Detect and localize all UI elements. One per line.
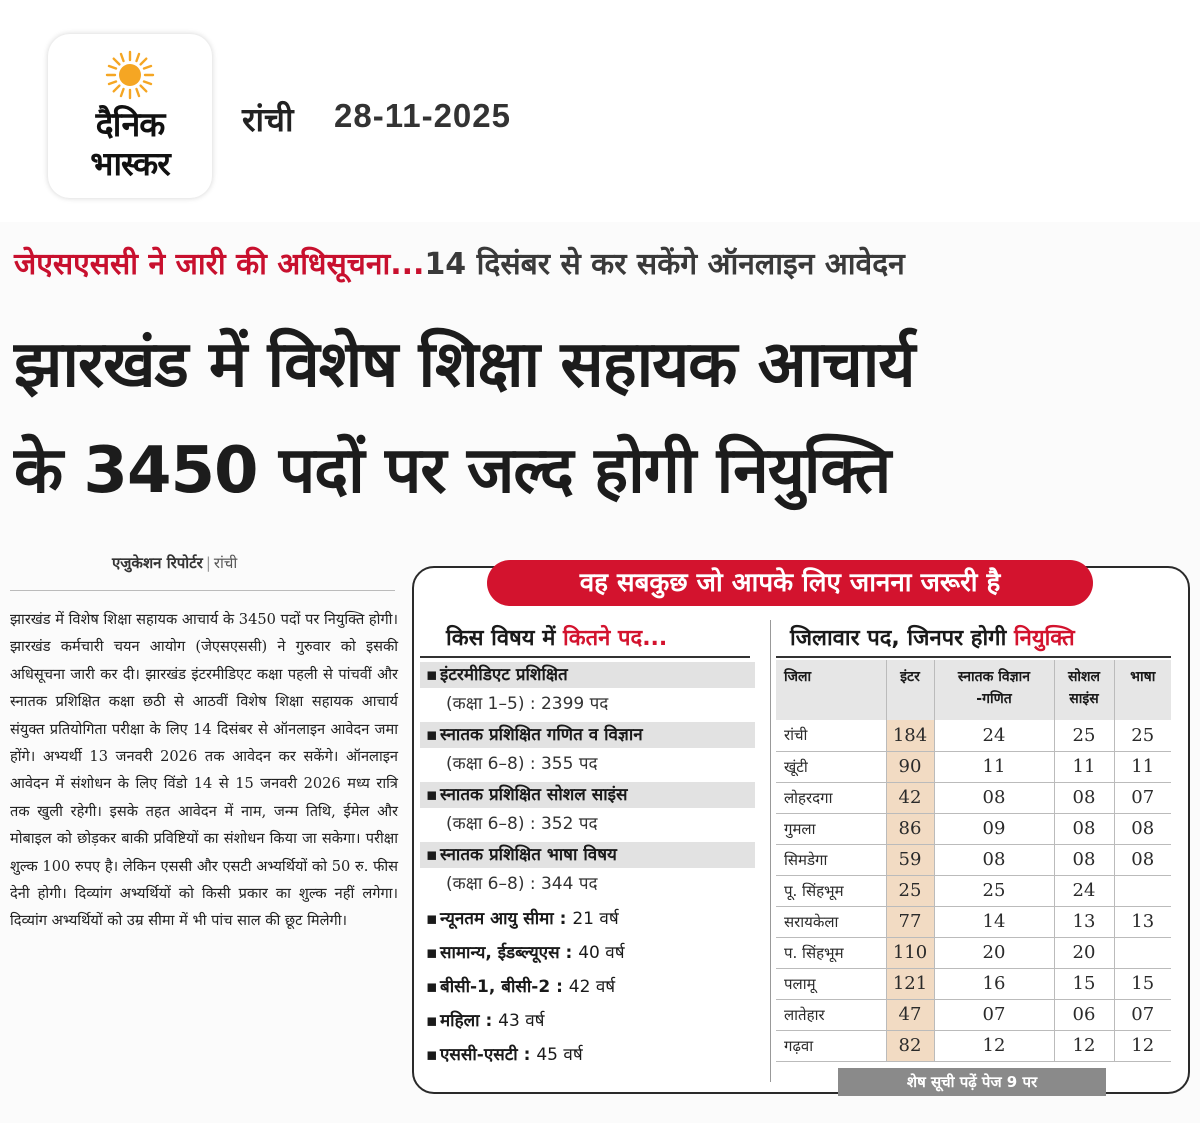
article-body: झारखंड में विशेष शिक्षा सहायक आचार्य के 3450 पदों पर नियुक्ति होगी। झारखंड कर्मचारी चयन आयोग (जेएसएससी) ने गुरुवार को इसकी अधिसूचना जारी कर दी। झारखंड इंटरमीडिएट कक्षा पहली से पांचवीं और स्नातक प्रशिक्षित कक्षा छठी से आठवीं विशेष शिक्षा सहायक आचार्य संयुक्त प्रतियोगिता परीक्षा के लिए 14 दिसंबर से ऑनलाइन आवेदन जमा होंगे। अभ्यर्थी 13 जनवरी 2026 तक आवेदन कर सकेंगे। ऑनलाइन आवेदन में संशोधन के लिए विंडो 14 से 15 जनवरी 2026 मध्य रात्रि तक खुली रहेगी। इसके तहत आवेदन में नाम, जन्म तिथि, ईमेल और मोबाइल को छोड़कर बाकी प्रविष्टियों का संशोधन किया जा सकेगा। परीक्षा शुल्क 100 रुपए है। लेकिन एससी और एसटी अभ्यर्थियों को 50 रु. फीस देनी होगी। दिव्यांग अभ्यर्थियों को किसी प्रकार का शुल्क नहीं लगेगा। दिव्यांग अभ्यर्थियों को उम्र सीमा में भी पांच साल की छूट मिलेगी। [10, 611, 398, 930]
age-limit-item [420, 1004, 755, 1038]
subject-posts: (कक्षा 6–8) : 355 पद [446, 754, 598, 774]
edition-date: 28-11-2025 [334, 97, 511, 134]
cell-language: 12 [1114, 1030, 1171, 1061]
cell-language [1114, 875, 1171, 906]
district-table-title [790, 622, 1075, 652]
subject-name: ▪ स्नातक प्रशिक्षित भाषा विषय [420, 842, 755, 868]
table-row [776, 720, 1171, 751]
cell-district: सरायकेला [776, 906, 886, 937]
cell-social: 13 [1054, 906, 1114, 937]
cell-social: 11 [1054, 751, 1114, 782]
header-line: -गणित [976, 691, 1012, 707]
subject-name: ▪ इंटरमीडिएट प्रशिक्षित [420, 662, 755, 688]
cell-language: 07 [1114, 782, 1171, 813]
cell-district: सिमडेगा [776, 844, 886, 875]
cell-science: 14 [934, 906, 1054, 937]
cell-inter: 110 [886, 937, 934, 968]
divider [776, 656, 1171, 658]
table-row [776, 906, 1171, 937]
age-label: महिला : [440, 1011, 493, 1031]
column-header-social [1054, 660, 1114, 720]
column-header-inter: इंटर [886, 660, 934, 720]
cell-inter: 184 [886, 720, 934, 751]
cell-social: 08 [1054, 844, 1114, 875]
cell-science: 08 [934, 782, 1054, 813]
district-title-highlight: नियुक्ति [1013, 626, 1075, 651]
divider [10, 590, 395, 591]
header-line: स्नातक विज्ञान [957, 669, 1031, 685]
cell-district: गुमला [776, 813, 886, 844]
sun-icon [105, 50, 155, 100]
cell-language: 25 [1114, 720, 1171, 751]
cell-inter: 25 [886, 875, 934, 906]
cell-science: 11 [934, 751, 1054, 782]
cell-district: पू. सिंहभूम [776, 875, 886, 906]
list-item [420, 662, 755, 722]
cell-inter: 82 [886, 1030, 934, 1061]
district-table [776, 660, 1171, 1062]
cell-district: गढ़वा [776, 1030, 886, 1061]
cell-inter: 77 [886, 906, 934, 937]
column-header-district: जिला [776, 660, 886, 720]
list-item [420, 782, 755, 842]
cell-inter: 86 [886, 813, 934, 844]
subjects-title-text: किस विषय में [446, 626, 564, 651]
subjects-list [420, 662, 755, 1072]
age-limit-item [420, 902, 755, 936]
age-limit-item [420, 970, 755, 1004]
subject-posts: (कक्षा 1–5) : 2399 पद [446, 694, 609, 714]
cell-science: 09 [934, 813, 1054, 844]
cell-science: 25 [934, 875, 1054, 906]
age-label: एससी-एसटी : [440, 1045, 531, 1065]
cell-inter: 42 [886, 782, 934, 813]
table-row [776, 875, 1171, 906]
subject-posts: (कक्षा 6–8) : 352 पद [446, 814, 598, 834]
kicker-text: 14 दिसंबर से कर सकेंगे ऑनलाइन आवेदन [424, 247, 905, 282]
table-row [776, 751, 1171, 782]
list-item [420, 722, 755, 782]
cell-language: 08 [1114, 813, 1171, 844]
cell-language: 08 [1114, 844, 1171, 875]
age-label: सामान्य, ईडब्ल्यूएस : [440, 943, 573, 963]
cell-language: 13 [1114, 906, 1171, 937]
cell-science: 12 [934, 1030, 1054, 1061]
column-divider [770, 620, 771, 1082]
cell-district: लोहरदगा [776, 782, 886, 813]
cell-language [1114, 937, 1171, 968]
table-row [776, 813, 1171, 844]
cell-inter: 90 [886, 751, 934, 782]
cell-language: 07 [1114, 999, 1171, 1030]
subject-name: ▪ स्नातक प्रशिक्षित सोशल साइंस [420, 782, 755, 808]
cell-social: 15 [1054, 968, 1114, 999]
cell-social: 20 [1054, 937, 1114, 968]
age-value: 43 वर्ष [498, 1011, 545, 1031]
table-row [776, 999, 1171, 1030]
divider [420, 656, 750, 658]
header-line: साइंस [1069, 691, 1099, 707]
age-limit-item [420, 1038, 755, 1072]
newspaper-logo [48, 34, 212, 198]
cell-inter: 121 [886, 968, 934, 999]
age-label: बीसी-1, बीसी-2 : [440, 977, 563, 997]
table-row [776, 1030, 1171, 1061]
age-limit-item [420, 936, 755, 970]
table-row [776, 782, 1171, 813]
subjects-title-highlight: कितने पद... [563, 626, 668, 651]
cell-district: प. सिंहभूम [776, 937, 886, 968]
district-title-text: जिलावार पद, जिनपर होगी [790, 626, 1014, 651]
logo-line-2: भास्कर [90, 144, 170, 183]
subject-posts: (कक्षा 6–8) : 344 पद [446, 874, 598, 894]
cell-social: 08 [1054, 813, 1114, 844]
age-value: 45 वर्ष [536, 1045, 583, 1065]
header-line: सोशल [1067, 669, 1101, 685]
cell-science: 16 [934, 968, 1054, 999]
byline-separator: | [205, 554, 211, 572]
table-row [776, 968, 1171, 999]
cell-language: 15 [1114, 968, 1171, 999]
headline-line-2: के 3450 पदों पर जल्द होगी नियुक्ति [14, 434, 891, 508]
cell-science: 20 [934, 937, 1054, 968]
cell-social: 24 [1054, 875, 1114, 906]
subject-name: ▪ स्नातक प्रशिक्षित गणित व विज्ञान [420, 722, 755, 748]
cell-social: 06 [1054, 999, 1114, 1030]
column-header-science [934, 660, 1054, 720]
kicker [14, 242, 905, 283]
cell-science: 24 [934, 720, 1054, 751]
cell-language: 11 [1114, 751, 1171, 782]
byline-city: रांची [213, 554, 238, 572]
table-row [776, 844, 1171, 875]
cell-science: 08 [934, 844, 1054, 875]
cell-science: 07 [934, 999, 1054, 1030]
cell-district: रांची [776, 720, 886, 751]
table-row [776, 937, 1171, 968]
cell-social: 12 [1054, 1030, 1114, 1061]
continued-note: शेष सूची पढ़ें पेज 9 पर [838, 1068, 1106, 1096]
cell-social: 08 [1054, 782, 1114, 813]
column-header-language: भाषा [1114, 660, 1171, 720]
list-item [420, 842, 755, 902]
byline [112, 553, 237, 573]
age-value: 21 वर्ष [572, 909, 619, 929]
subjects-title [446, 622, 667, 652]
info-banner: वह सबकुछ जो आपके लिए जानना जरूरी है [487, 560, 1093, 606]
edition-city: रांची [242, 100, 294, 139]
table-header-row [776, 660, 1171, 720]
kicker-highlight: जेएसएससी ने जारी की अधिसूचना... [14, 247, 425, 282]
age-value: 40 वर्ष [578, 943, 625, 963]
age-value: 42 वर्ष [568, 977, 616, 997]
cell-inter: 59 [886, 844, 934, 875]
age-label: न्यूनतम आयु सीमा : [440, 909, 567, 929]
cell-district: लातेहार [776, 999, 886, 1030]
cell-social: 25 [1054, 720, 1114, 751]
logo-line-1: दैनिक [95, 105, 165, 145]
headline-line-1: झारखंड में विशेष शिक्षा सहायक आचार्य [14, 328, 915, 402]
cell-district: पलामू [776, 968, 886, 999]
cell-district: खूंटी [776, 751, 886, 782]
byline-author: एजुकेशन रिपोर्टर [112, 554, 203, 572]
cell-inter: 47 [886, 999, 934, 1030]
